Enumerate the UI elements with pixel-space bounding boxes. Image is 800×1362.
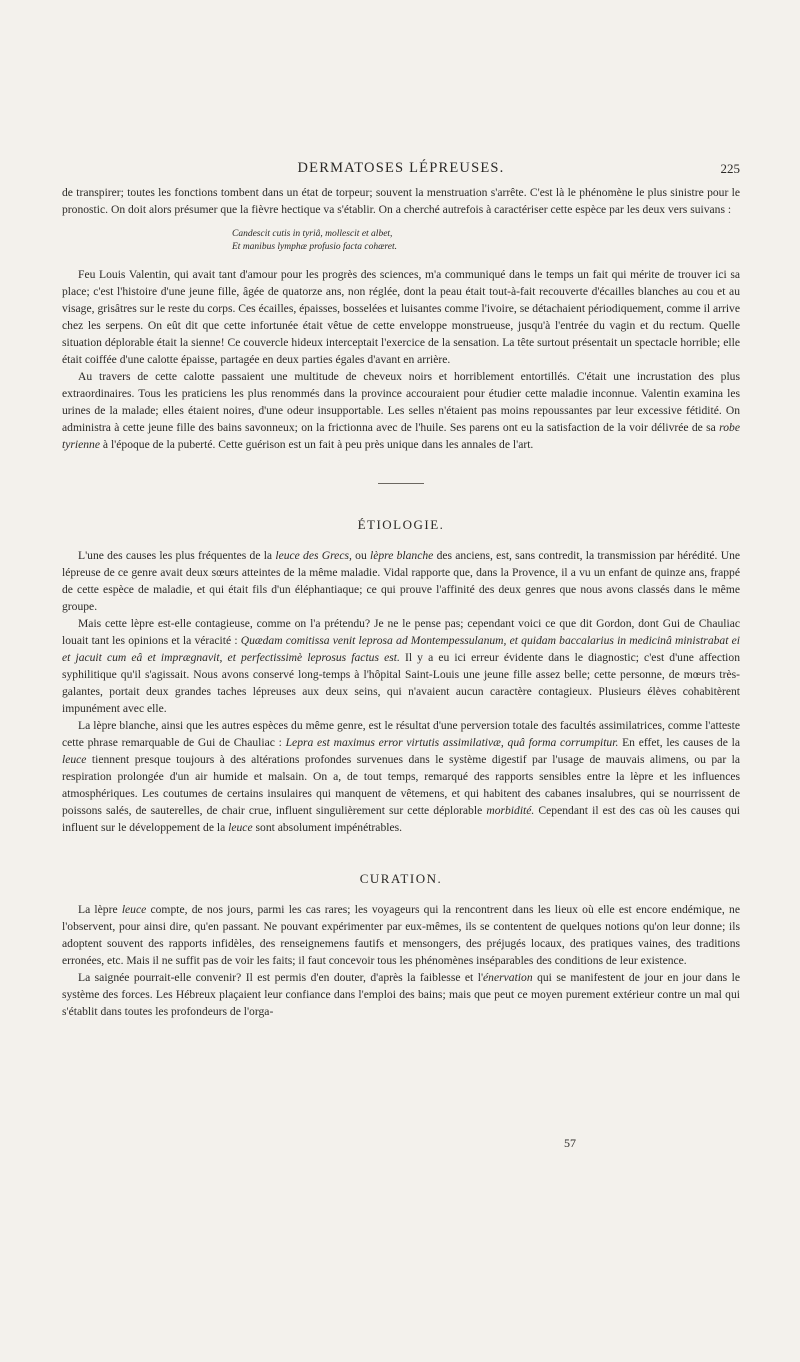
section-heading-etiologie: ÉTIOLOGIE. bbox=[357, 517, 445, 532]
running-title: DERMATOSES LÉPREUSES. bbox=[297, 160, 505, 176]
text: Mais cette lèpre est-elle contagieuse, comme on l'a prétendu? Je ne le pense pas; cependant voici ce que dit Gordon, dont Gui de Chauliac louait tant les opinions et la véracité : bbox=[62, 617, 740, 647]
text: qui se manifestent de jour en jour dans le système des forces. Les Hébreux plaçaient leur confiance dans l'emploi des bains; mais que peut ce moyen purement extérieur contre un mal qui s'établit dans toutes les profondeurs de l'orga- bbox=[62, 971, 740, 1018]
text: ou bbox=[355, 549, 367, 562]
text: Cependant il est des cas où les causes qui influent sur le développement de la bbox=[62, 804, 740, 834]
latin-quote: Lepra est maximus error virtutis assimilativæ, quâ forma corrumpitur. bbox=[285, 736, 619, 749]
emphasis-text: lèpre blanche bbox=[369, 549, 434, 562]
paragraph-curation-2 bbox=[62, 969, 740, 1020]
emphasis-text: leuce des Grecs, bbox=[275, 549, 352, 562]
text: compte, de nos jours, parmi les cas rares; les voyageurs qui la rencontrent dans les lieux où elle est encore endémique, ne l'observent, pour ainsi dire, qu'en passant. Ne pouvant expérimenter par eux-mêmes, ils se contentent de quelques notions qu'on leur donne; ils adoptent souvent des rapports infidèles, des renseignemens fautifs et mensongers, des préjugés locaux, des pratiques vaines, des traditions erronées, etc. Mais il ne suffit pas de voir les faits; il faut concevoir tous les phénomènes inséparables des conditions de leur existence. bbox=[62, 903, 740, 967]
page-body bbox=[62, 184, 740, 1020]
text: tiennent presque toujours à des altérations profondes survenues dans le système digestif par l'usage de mauvais alimens, ou par la respiration prolongée d'un air humide et malsain. On a, de tout temps, remarqué des rapports sensibles entre la lèpre et les influences atmosphériques. Les coutumes de certains insulaires qui manquent de vêtemens, et qui habitent des cabanes insalubres, qui se nourrissent de poissons salés, de sauterelles, de chair crue, influent singulièrement sur cette déplorable bbox=[62, 753, 740, 817]
section-divider bbox=[378, 483, 424, 484]
page-header bbox=[62, 160, 740, 182]
paragraph-valentin-case: Feu Louis Valentin, qui avait tant d'amour pour les progrès des sciences, m'a communiqué dans le temps un fait qui mérite de trouver ici sa place; c'est l'histoire d'une jeune fille, âgée de quatorze ans, non réglée, dont la peau était tout-à-fait recouverte d'écailles blanches au cou et au visage, grisâtres sur le reste du corps. Ces écailles, épaisses, bosselées et luisantes comme l'ivoire, se détachaient périodiquement, comme il arrive chez les serpens. On eût dit que cette infortunée était vêtue de cette enveloppe monstrueuse, jusqu'à l'entrée du vagin et du rectum. Quelle situation déplorable était la sienne! Ce couvercle hideux interceptait l'exercice de la sensation. La tête surtout présentait un spectacle horrible; elle était coiffée d'une calotte épaisse, partagée en deux parties égales d'avant en arrière. bbox=[62, 268, 740, 366]
emphasis-text: morbidité. bbox=[486, 804, 535, 817]
text: des anciens, est, sans contredit, la transmission par hérédité. Une lépreuse de ce genre avait deux sœurs atteintes de la même maladie. Vidal rapporte que, dans la Provence, il a vu un enfant de quinze ans, frappé de cette espèce de maladie, et qui était fils d'un éléphantiaque; ce qui prouve l'affinité des deux genres que nous avons classés dans le même groupe. bbox=[62, 549, 741, 613]
text: sont absolument impénétrables. bbox=[255, 821, 403, 834]
text: La saignée pourrait-elle convenir? Il est permis d'en douter, d'après la faiblesse et l' bbox=[78, 971, 484, 984]
emphasis-text: leuce bbox=[228, 821, 253, 834]
text: En effet, les causes de la bbox=[622, 736, 740, 749]
paragraph-intro: de transpirer; toutes les fonctions tombent dans un état de torpeur; souvent la menstruation s'arrête. C'est là le phénomène le plus sinistre pour le pronostic. On doit alors présumer que la fièvre hectique va s'établir. On a cherché autrefois à caractériser cette espèce par les deux vers suivans : bbox=[62, 186, 740, 216]
paragraph-etiologie-1 bbox=[62, 547, 740, 615]
text: à l'époque de la puberté. Cette guérison est un fait à peu près unique dans les annales de l'art. bbox=[102, 438, 534, 451]
emphasis-text: leuce bbox=[62, 753, 87, 766]
page-number: 225 bbox=[720, 161, 740, 176]
text: L'une des causes les plus fréquentes de la bbox=[78, 549, 273, 562]
text: Au travers de cette calotte passaient une multitude de cheveux noirs et horriblement entortillés. C'était une incrustation des plus extraordinaires. Tous les praticiens les plus renommés dans la province accouraient pour étudier cette maladie inconnue. Valentin examina les urines de la malade; elles étaient noires, d'une odeur insupportable. Les selles n'étaient pas moins repoussantes par leur excessive fétidité. On administra à cette jeune fille des bains savonneux; on la frictionna avec de l'huile. Ses parens ont eu la satisfaction de la voir délivrée de sa bbox=[62, 370, 740, 434]
text: Il y a eu ici erreur évidente dans le diagnostic; c'est d'une affection syphilitique qu'il s'agissait. Nous avons conservé long-temps à l'hôpital Saint-Louis une jeune fille assez belle; cette personne, de mœurs très-galantes, portait deux grandes taches lépreuses aux deux seins, qui n'avaient aucun caractère contagieux. Plusieurs élèves cohabitèrent impunément avec elle. bbox=[62, 651, 741, 715]
emphasis-text: énervation bbox=[483, 971, 533, 984]
emphasis-text: leuce bbox=[121, 903, 147, 916]
latin-verse bbox=[232, 228, 740, 254]
paragraph-curation-1 bbox=[62, 901, 740, 969]
paragraph-etiologie-2 bbox=[62, 615, 740, 717]
paragraph-valentin-case-cont bbox=[62, 368, 740, 453]
verse-line: Et manibus lymphæ profusio facta cohæret. bbox=[232, 242, 398, 252]
latin-quote: Quædam comitissa venit leprosa ad Montempessulanum, et quidam baccalarius in medicinâ ministrabat ei et jacuit cum eâ et imprægnavit, et perfectissimè leprosus factus est. bbox=[62, 634, 740, 664]
section-heading-curation: CURATION. bbox=[359, 871, 443, 886]
emphasis-text: robe tyrienne bbox=[62, 421, 740, 451]
text: La lèpre blanche, ainsi que les autres espèces du même genre, est le résultat d'une perversion totale des facultés assimilatrices, comme l'atteste cette phrase remarquable de Gui de Chauliac : bbox=[62, 719, 740, 749]
text: La lèpre bbox=[78, 903, 118, 916]
signature-mark: 57 bbox=[564, 1136, 576, 1150]
verse-line: Candescit cutis in tyriâ, mollescit et albet, bbox=[232, 229, 393, 239]
paragraph-etiologie-3 bbox=[62, 717, 740, 836]
